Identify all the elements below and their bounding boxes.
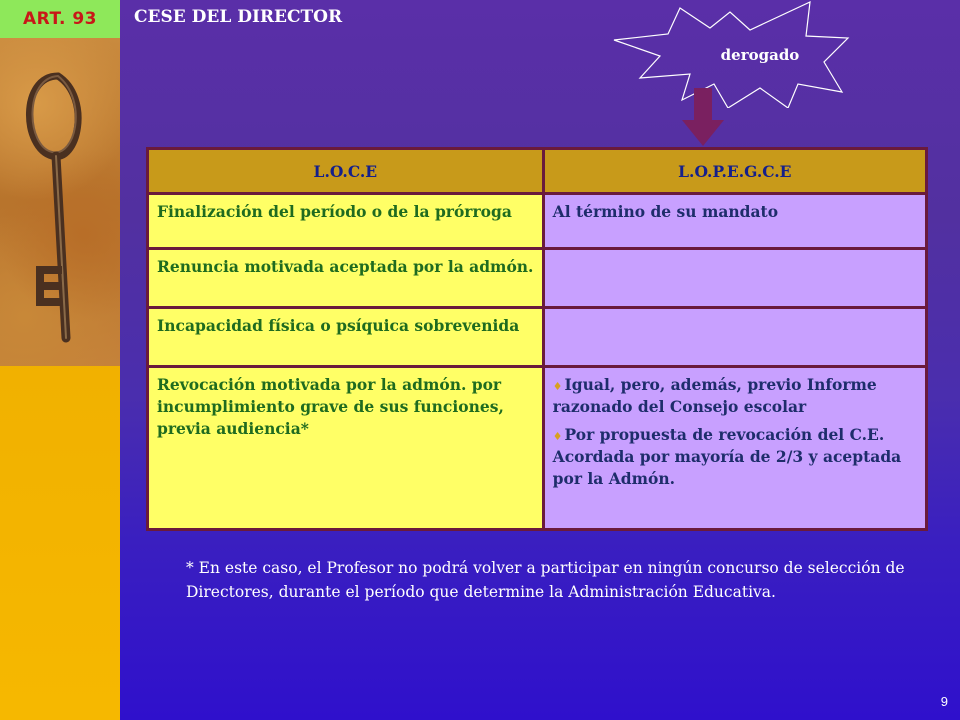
- loce-cell: Renuncia motivada aceptada por la admón.: [149, 250, 542, 306]
- bullet-item: [553, 424, 917, 490]
- diamond-bullet-icon: ♦: [552, 430, 563, 443]
- key-icon: [0, 38, 120, 366]
- header-lopegce: L.O.P.E.G.C.E: [545, 150, 925, 192]
- lopegce-cell: [545, 368, 925, 528]
- slide-title: CESE DEL DIRECTOR: [134, 7, 343, 27]
- bullet-text: Por propuesta de revocación del C.E. Acordada por mayoría de 2/3 y aceptada por la Admón.: [552, 425, 902, 488]
- table-row: [149, 368, 925, 528]
- loce-cell: Incapacidad física o psíquica sobrevenida: [149, 309, 542, 365]
- table-row: [149, 250, 925, 306]
- footnote: * En este caso, el Profesor no podrá volver a participar en ningún concurso de selección de Directores, durante el período que determine la Administración Educativa.: [186, 559, 905, 602]
- lopegce-cell: [545, 195, 925, 247]
- table-header-row: [149, 150, 925, 192]
- bullet-text: Igual, pero, además, previo Informe razonado del Consejo escolar: [552, 375, 877, 416]
- down-arrow-icon: [680, 88, 726, 148]
- cell-text: [553, 201, 917, 223]
- sidebar: [0, 0, 120, 720]
- loce-cell: Finalización del período o de la prórroga: [149, 195, 542, 247]
- lopegce-cell: [545, 250, 925, 306]
- loce-cell: Revocación motivada por la admón. por incumplimiento grave de sus funciones, previa audiencia*: [149, 368, 542, 528]
- table-row: [149, 309, 925, 365]
- bullet-text: Al término de su mandato: [552, 202, 779, 221]
- diamond-bullet-icon: ♦: [552, 380, 563, 393]
- bullet-item: [553, 374, 917, 418]
- derogado-burst: [610, 0, 870, 108]
- page-number: 9: [940, 694, 948, 709]
- burst-label: derogado: [720, 46, 800, 64]
- header-loce: L.O.C.E: [149, 150, 542, 192]
- comparison-table: [146, 147, 928, 531]
- article-tag: ART. 93: [0, 0, 120, 38]
- table-row: [149, 195, 925, 247]
- antique-key-image: [0, 38, 120, 366]
- lopegce-cell: [545, 309, 925, 365]
